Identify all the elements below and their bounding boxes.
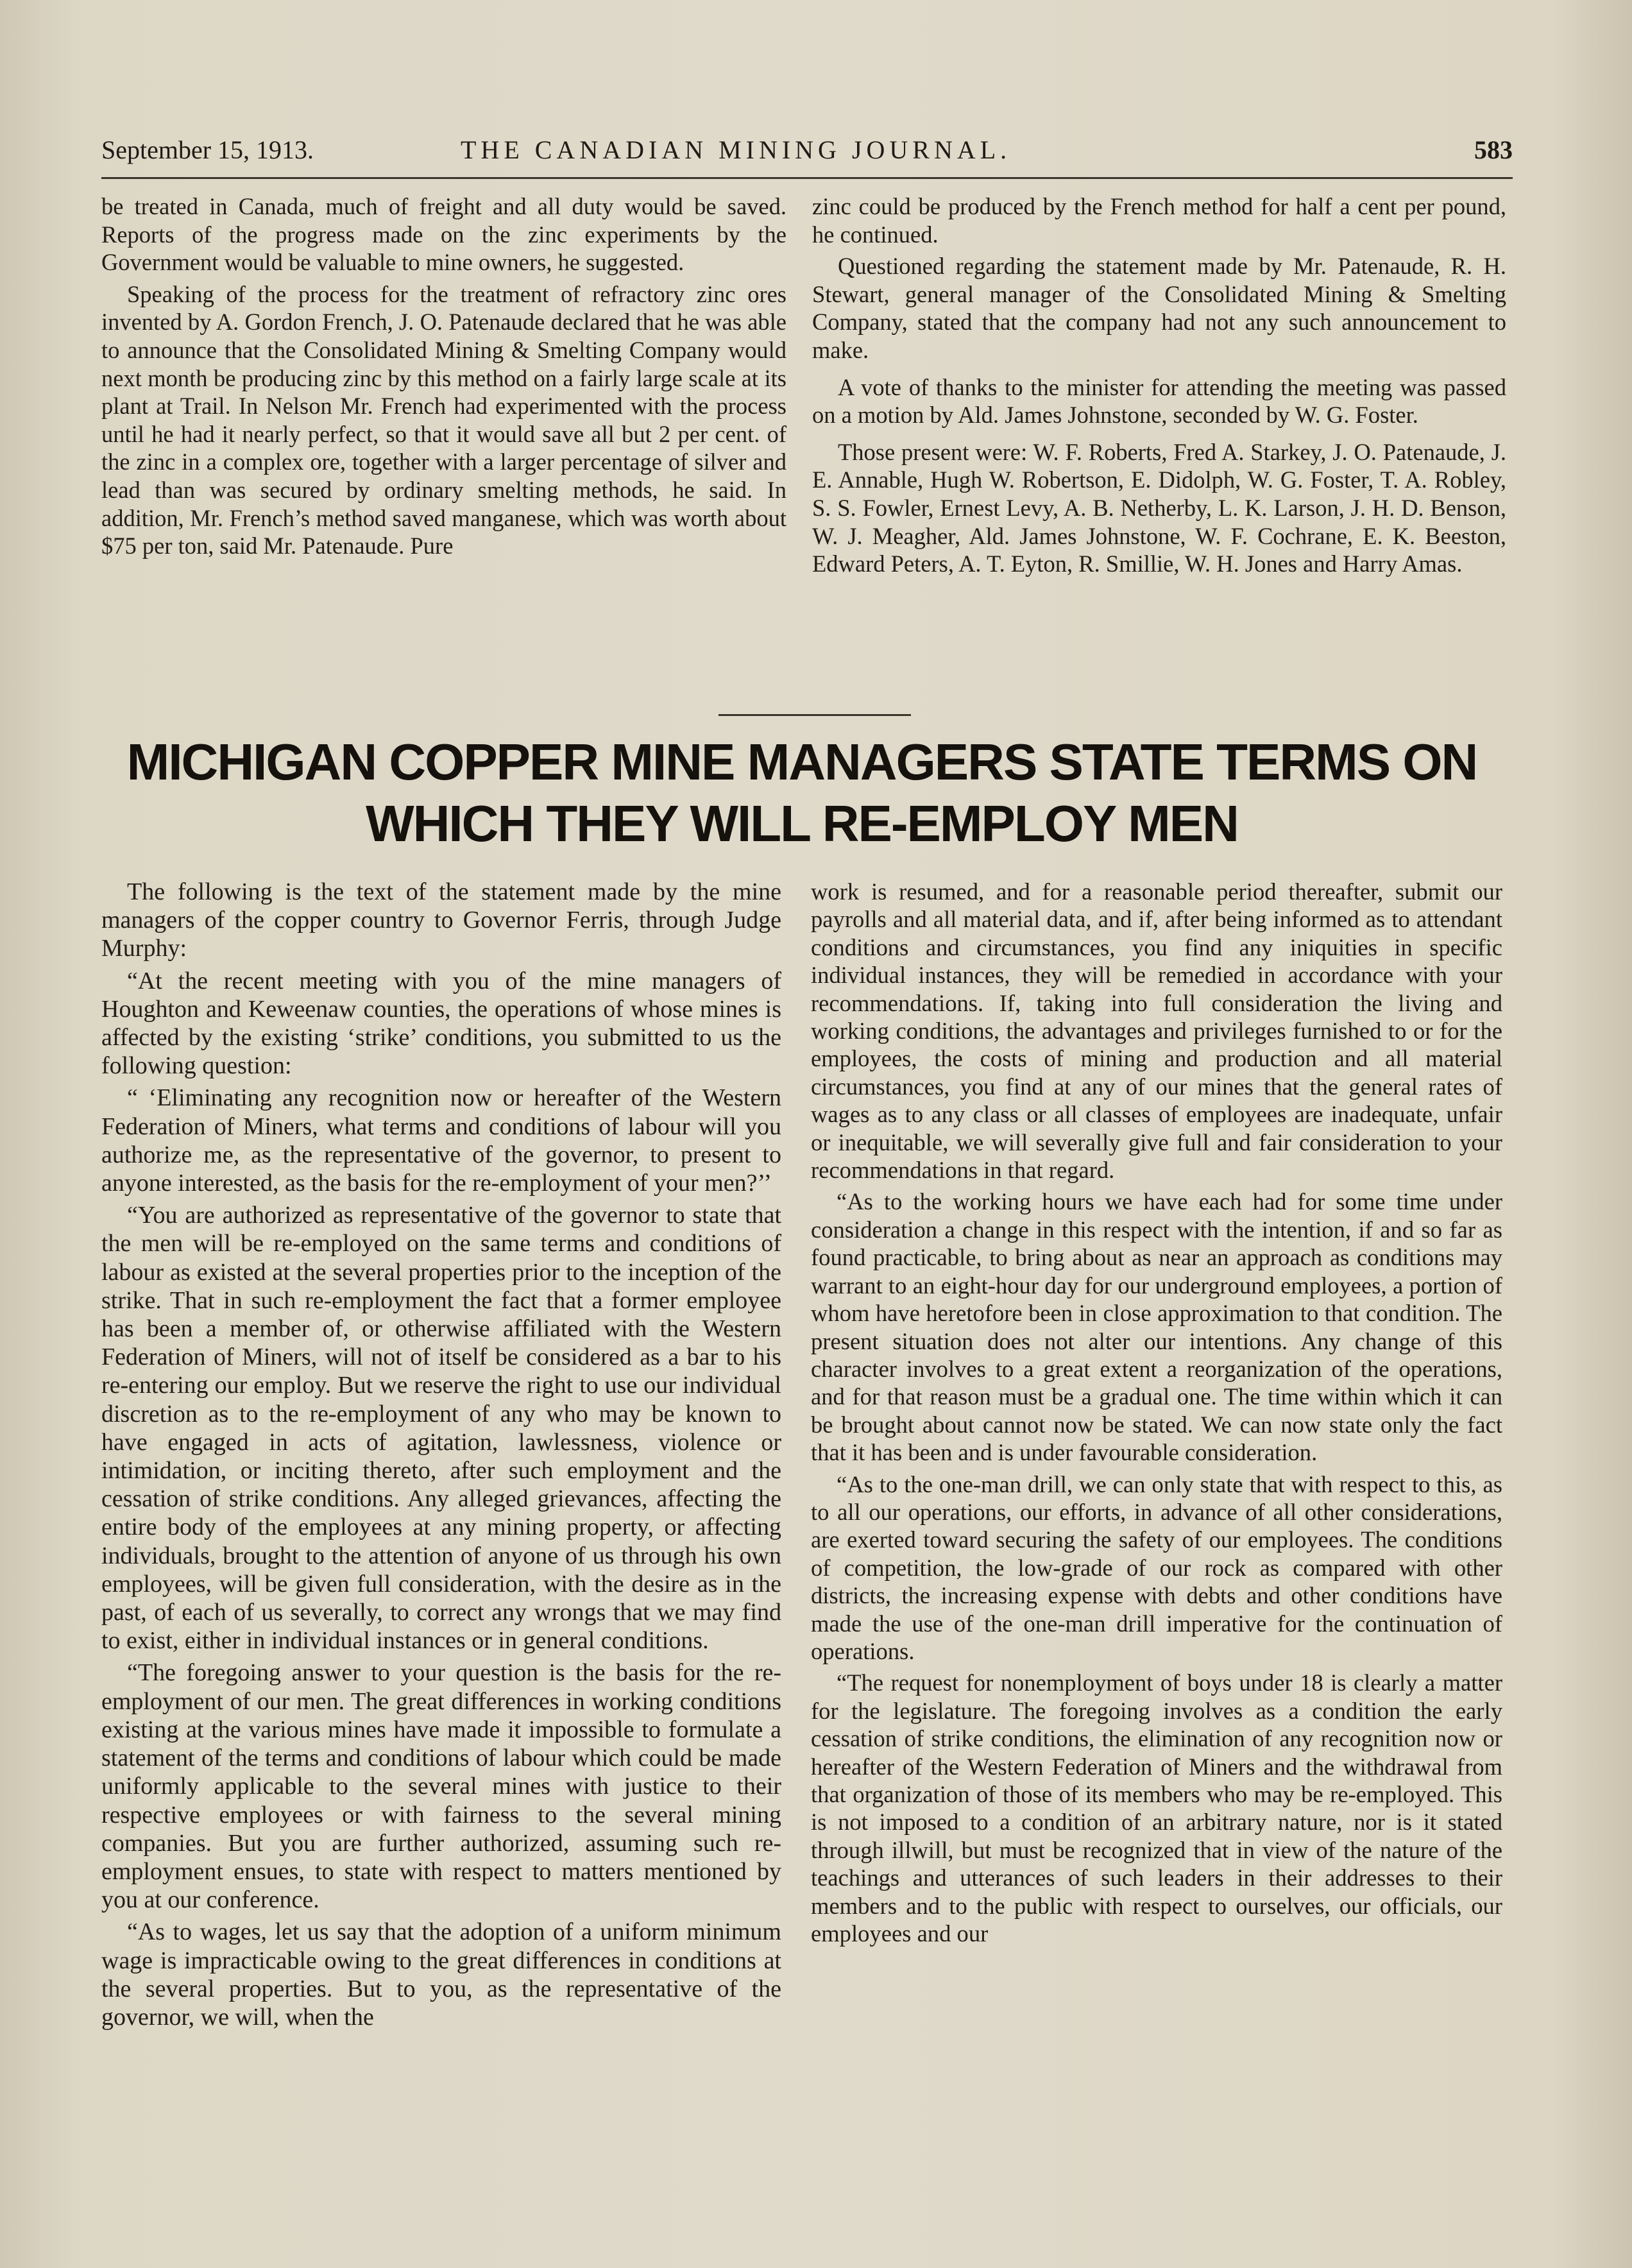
article-right-column (811, 878, 1502, 1947)
paragraph: “As to wages, let us say that the adoption of a uniform minimum wage is impracticable owing to the great differences in conditions at the several properties. But to you, as the representative of the governor, we will, when the (101, 1918, 781, 2031)
paragraph: “You are authorized as representative of the governor to state that the men will be re-employed on the same terms and conditions of labour as existed at the several properties prior to the inception of the strike. That in such re-employment the fact that a former employee has been a member of, or otherwise affiliated with the Western Federation of Miners, will not of itself be considered as a bar to his re-entering our employ. But we reserve the right to use our individual discretion as to the re-employment of any who may be known to have engaged in acts of agitation, lawlessness, violence or intimidation, or inciting thereto, after such employment and the cessation of strike conditions. Any alleged grievances, affecting the entire body of the employees at any mining property, or affecting individuals, brought to the attention of anyone of us through his own employees, will be given full consideration, with the desire as in the past, of each of us severally, to correct any wrongs that we may find to exist, either in individual instances or in general conditions. (101, 1202, 781, 1655)
paragraph: “The request for nonemployment of boys under 18 is clearly a matter for the legislature. The foregoing involves as a condition the early cessation of strike conditions, the elimination of any recognition now or hereafter of the Western Federation of Miners and the withdrawal from that organization of those of its members who may be re-employed. This is not imposed to a condition of an arbitrary nature, nor is it stated through illwill, but must be recognized that in view of the nature of the teachings and utterances of such leaders in their addresses to their members and to the public with respect to ourselves, our officials, our employees and our (811, 1669, 1502, 1947)
header-rule (101, 177, 1513, 179)
page-number: 583 (1474, 135, 1513, 164)
paragraph: Questioned regarding the statement made by Mr. Patenaude, R. H. Stewart, general manager of the Consolidated Mining & Smelting Company, stated that the company had not any such announcement to make. (812, 253, 1506, 363)
article-left-column (101, 878, 781, 2031)
headline-line-1: MICHIGAN COPPER MINE MANAGERS STATE TERMS ON (126, 733, 1477, 790)
paragraph: zinc could be produced by the French method for half a cent per pound, he continued. (812, 193, 1506, 248)
paragraph: “At the recent meeting with you of the mine managers of Houghton and Keweenaw counties, the operations of whose mines is affected by the existing ‘strike’ conditions, you submitted to us the following question: (101, 967, 781, 1080)
paragraph: work is resumed, and for a reasonable period thereafter, submit our payrolls and all material data, and if, after being informed as to attendant conditions and circumstances, you find any iniquities in specific individual instances, they will be remedied in accordance with your recommendations. If, taking into full consideration the living and working conditions, the advantages and privileges furnished to or for the employees, the costs of mining and production and all material circumstances, you find at any of our mines that the general rates of wages as to any class or all classes of employees are inadequate, unfair or inequitable, we will severally give full and fair consideration to your recommendations in that regard. (811, 878, 1502, 1184)
paragraph: A vote of thanks to the minister for attending the meeting was passed on a motion by Ald. James Johnstone, seconded by W. G. Foster. (812, 373, 1506, 429)
paragraph: Those present were: W. F. Roberts, Fred A. Starkey, J. O. Patenaude, J. E. Annable, Hugh W. Robertson, E. Didolph, W. G. Foster, T. A. Robley, S. S. Fowler, Ernest Levy, A. B. Netherby, L. K. Larson, J. H. D. Benson, W. J. Meagher, Ald. James Johnstone, W. F. Cochrane, E. K. Beeston, Edward Peters, A. T. Eyton, R. Smillie, W. H. Jones and Harry Amas. (812, 438, 1506, 577)
paragraph: “The foregoing answer to your question is the basis for the re-employment of our men. The great differences in working conditions existing at the various mines have made it impossible to formulate a statement of the terms and conditions of labour which could be made uniformly applicable to the several mines with justice to their respective employees or with fairness to the several mining companies. But you are further authorized, assuming such re-employment ensues, to state with respect to matters mentioned by you at our conference. (101, 1659, 781, 1914)
headline-line-2: WHICH THEY WILL RE-EMPLOY MEN (366, 795, 1238, 852)
paragraph: be treated in Canada, much of freight and all duty would be saved. Reports of the progress made on the zinc experiments by the Government would be valuable to mine owners, he suggested. (101, 193, 786, 276)
paragraph: The following is the text of the statement made by the mine managers of the copper country to Governor Ferris, through Judge Murphy: (101, 878, 781, 962)
article-headline (96, 731, 1508, 855)
journal-title: THE CANADIAN MINING JOURNAL. (461, 135, 1012, 164)
running-head (101, 135, 1513, 173)
paragraph: Speaking of the process for the treatment of refractory zinc ores invented by A. Gordon French, J. O. Patenaude declared that he was able to announce that the Consolidated Mining & Smelting Company would next month be producing zinc by this method on a fairly large scale at its plant at Trail. In Nelson Mr. French had experimented with the process until he had it nearly perfect, so that it would save all but 2 per cent. of the zinc in a complex ore, together with a larger percentage of silver and lead than was secured by ordinary smelting methods, he said. In addition, Mr. French’s method saved manganese, which was worth about $75 per ton, said Mr. Patenaude. Pure (101, 280, 786, 559)
paragraph: “ ‘Eliminating any recognition now or hereafter of the Western Federation of Miners, what terms and conditions of labour will you authorize me, as the representative of the governor, to present to anyone interested, as the basis for the re-employment of your men?’’ (101, 1084, 781, 1197)
issue-date: September 15, 1913. (101, 135, 314, 164)
top-article-right-column (812, 192, 1506, 578)
paragraph: “As to the one-man drill, we can only state that with respect to this, as to all our operations, our efforts, in advance of all other considerations, are exerted toward securing the safety of our employees. The conditions of competition, the low-grade of our rock as compared with other districts, the increasing expense with debts and other conditions have made the use of the one-man drill imperative for the continuation of operations. (811, 1471, 1502, 1664)
article-separator (718, 714, 911, 716)
top-article-left-column (101, 192, 786, 560)
paragraph: “As to the working hours we have each had for some time under consideration a change in this respect with the intention, if and so far as found practicable, to bring about as near an approach as conditions may warrant to an eight-hour day for our underground employees, a portion of whom have heretofore been in close approximation to that condition. The present situation does not alter our intentions. Any change of this character involves to a great extent a reorganization of the operations, and for that reason must be a gradual one. The time within which it can be brought about cannot now be stated. We can now state only the fact that it has been and is under favourable consideration. (811, 1188, 1502, 1466)
